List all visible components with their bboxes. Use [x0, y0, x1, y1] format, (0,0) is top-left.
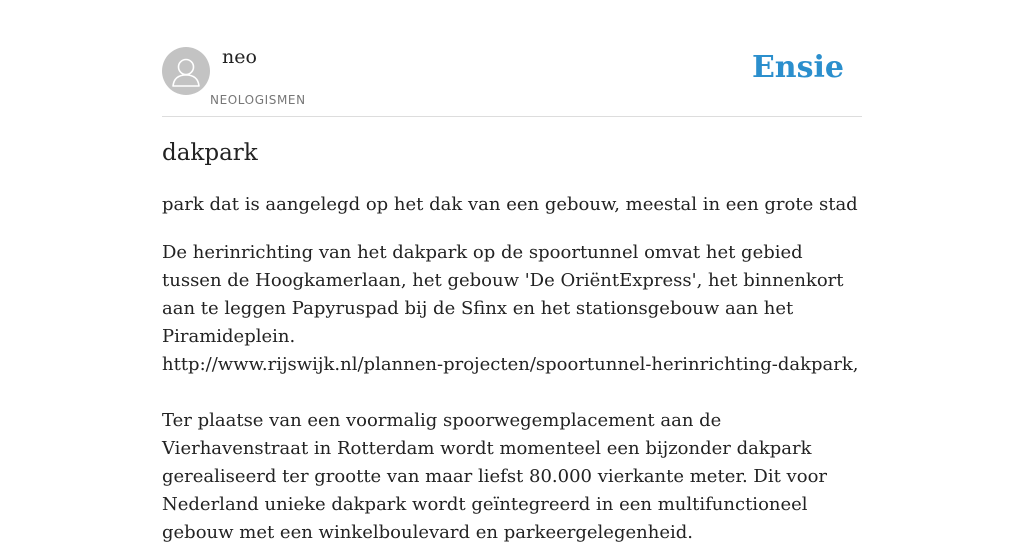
entry-word: dakpark: [162, 140, 258, 166]
category-label[interactable]: NEOLOGISMEN: [210, 93, 306, 107]
author-name[interactable]: neo: [222, 46, 257, 68]
entry-header: [162, 0, 862, 117]
entry-definition: park dat is aangelegd op het dak van een gebouw, meestal in een grote stad: [162, 194, 858, 215]
brand-logo[interactable]: Ensie: [751, 50, 844, 85]
user-avatar-icon[interactable]: [162, 47, 210, 95]
entry-example: De herinrichting van het dakpark op de spoortunnel omvat het gebied tussen de Hoogkamerlaan, het gebouw 'De OriëntExpress', het binnenkort aan te leggen Papyruspad bij de Sfinx en het stationsgebouw aan het Piramideplein. http://www.rijswijk.nl/plannen-projecten/spoortunnel-herinrichting-dakpark, Ter plaatse van een voormalig spoorwegemplacement aan de Vierhavenstraat in Rotterdam wordt momenteel een bijzonder dakpark gerealiseerd ter grootte van maar liefst 80.000 vierkante meter. Dit voor Nederland unieke dakpark wordt geïntegreerd in een multifunctioneel gebouw met een winkelboulevard en parkeergelegenheid.: [162, 242, 859, 543]
entry-page: [162, 0, 862, 543]
